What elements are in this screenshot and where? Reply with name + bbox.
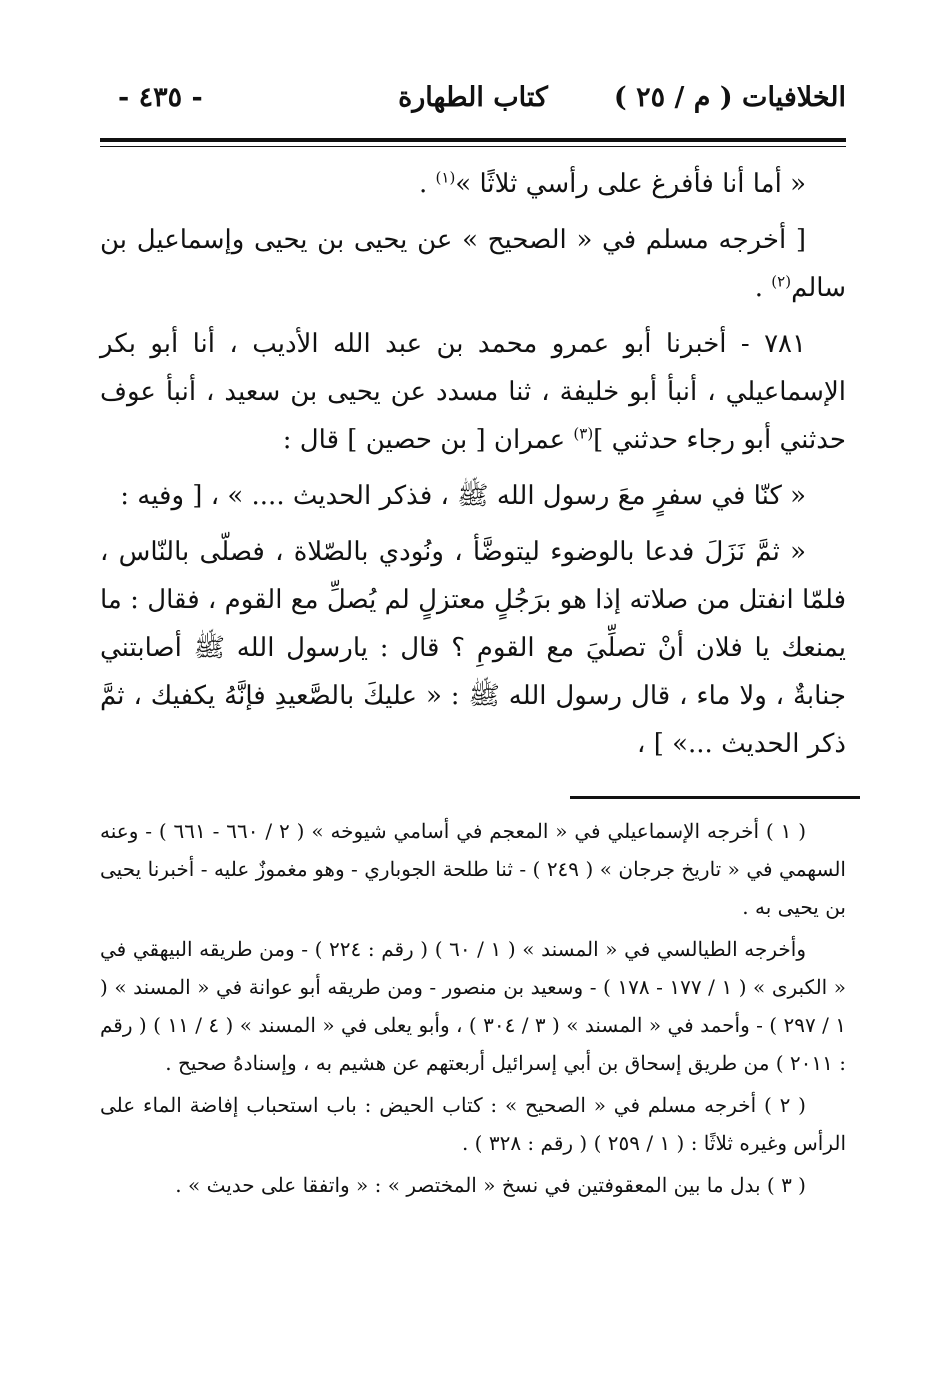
footnote-3: ( ٣ ) بدل ما بين المعقوفتين في نسخ « المختصر » : « واتفقا على حديث » . (175, 1173, 806, 1197)
footnote-1: ( ١ ) أخرجه الإسماعيلي في « المعجم في أسامي شيوخه » ( ٢ / ٦٦٠ - ٦٦١ ) - وعنه السهمي في « تاريخ جرجان » ( ٢٤٩ ) - ثنا طلحة الجوباري - وهو مغموزٌ عليه - أخبرنا يحيى بن يحيى به . (100, 819, 846, 919)
running-title: الخلافيات ( م / ٢٥ ) (613, 82, 846, 113)
footnote-1-continued: وأخرجه الطيالسي في « المسند » ( ١ / ٦٠ ) ( رقم : ٢٢٤ ) - ومن طريقه البيهقي في « الكبرى » ( ١ / ١٧٧ - ١٧٨ ) - وسعيد بن منصور - ومن طريقه أبو عوانة في « المسند » ( ١ / ٢٩٧ ) - وأحمد في « المسند » ( ٣ / ٣٠٤ ) ، وأبو يعلى في « المسند » ( ٤ / ١١ ) ( رقم : ٢٠١١ ) من طريق إسحاق بن أبي إسرائيل أربعتهم عن هشيم به ، وإسنادهُ صحيح . (100, 937, 847, 1075)
header-rule (100, 138, 846, 142)
footnote-ref: (١) (435, 168, 456, 187)
footnote-separator (570, 796, 860, 799)
chapter-title: كتاب الطهارة (398, 82, 548, 113)
paragraph: « أما أنا فأفرغ على رأسي ثلاثًا »$^{(١)}$ . (418, 168, 806, 199)
footnote-ref: (٢) (771, 272, 792, 291)
paragraph: « كنّا في سفرٍ معَ رسول الله ﷺ ، فذكر الحديث .... » ، [ وفيه : (120, 481, 806, 511)
footnote-ref: (٣) (573, 424, 594, 443)
paragraph: [ أخرجه مسلم في « الصحيح » عن يحيى بن يحيى وإسماعيل بن سالم$^{(٢)}$ . (100, 225, 846, 303)
header-rule-thin (100, 146, 846, 147)
main-text (100, 160, 846, 776)
page-number: - ٤٣٥ - (118, 82, 203, 113)
paragraph: « ثمَّ نَزَلَ فدعا بالوضوء ليتوضَّأ ، ونُودي بالصّلاة ، فصلّى بالنّاس ، فلمّا انفتل من صلاته إذا هو برَجُلٍ معتزلٍ لم يُصلِّ مع القوم ، فقال : ما يمنعك يا فلان أنْ تصلِّيَ مع القومِ ؟ قال : يارسول الله ﷺ أصابتني جنابةٌ ، ولا ماء ، قال رسول الله ﷺ : « عليكَ بالصَّعيدِ فإنَّهُ يكفيك ، ثمَّ ذكر الحديث ...» ] ، (100, 537, 846, 759)
page-header (100, 82, 846, 122)
hadith-paragraph: ٧٨١ - أخبرنا أبو عمرو محمد بن عبد الله الأديب ، أنا أبو بكر الإسماعيلي ، أنبأ أبو خليفة ، ثنا مسدد عن يحيى بن سعيد ، أنبأ عوف حدثني أبو رجاء حدثني ]$^{(٣)}$ عمران [ بن حصين ] قال : (100, 329, 846, 455)
footnotes (100, 812, 846, 1208)
footnote-2: ( ٢ ) أخرجه مسلم في « الصحيح » : كتاب الحيض : باب استحباب إفاضة الماء على الرأس وغيره ثلاثًا : ( ١ / ٢٥٩ ) ( رقم : ٣٢٨ ) . (100, 1093, 846, 1155)
